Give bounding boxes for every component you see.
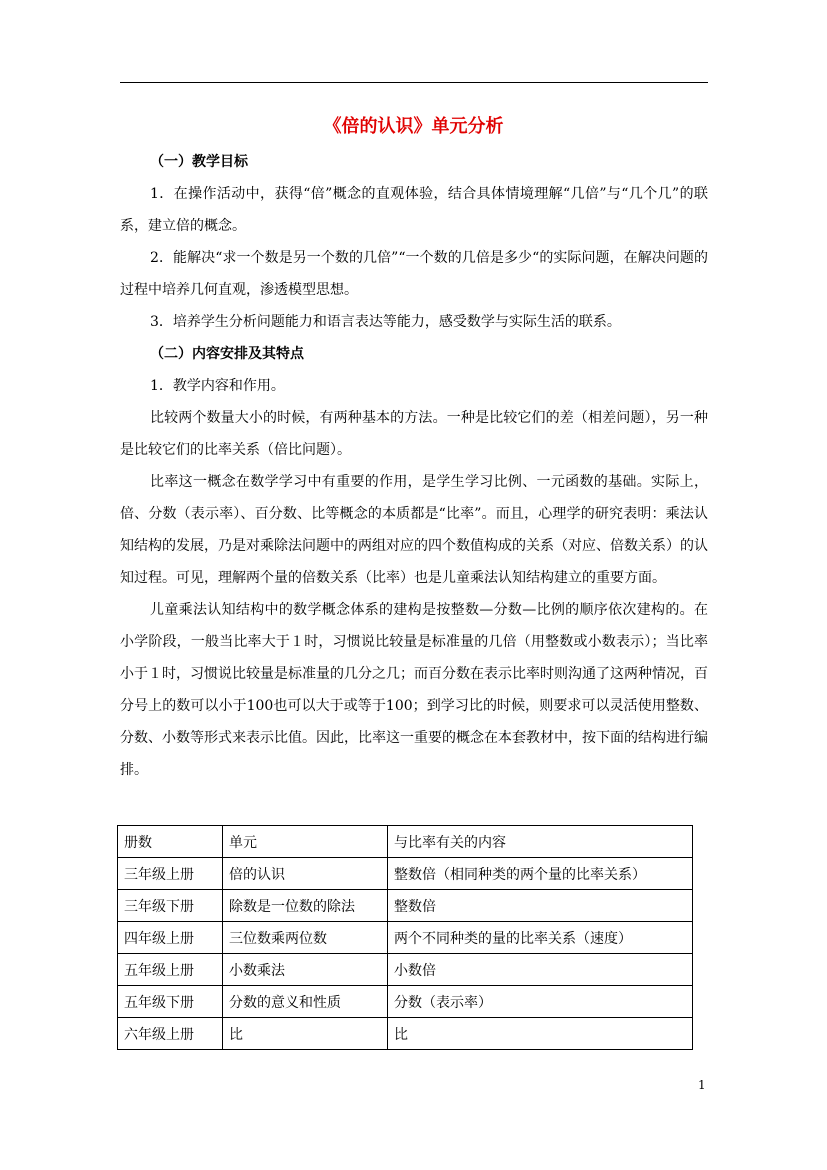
table-cell: 小数乘法 [223, 954, 388, 986]
page-number: 1 [698, 1078, 706, 1092]
table-row [118, 890, 693, 922]
table-cell: 四年级上册 [118, 922, 223, 954]
table-cell: 三年级上册 [118, 858, 223, 890]
paragraph-3: 儿童乘法认知结构中的数学概念体系的建构是按整数—分数—比例的顺序依次建构的。在小学阶段，一般当比率大于１时，习惯说比较量是标准量的几倍（用整数或小数表示）；当比率小于１时，习惯说比较量是标准量的几分之几；而百分数在表示比率时则沟通了这两种情况，百分号上的数可以小于100也可以大于或等于100；到学习比的时候，则要求可以灵活使用整数、分数、小数等形式来表示比值。因此，比率这一重要的概念在本套教材中，按下面的结构进行编排。 [120, 602, 708, 778]
header-cell: 与比率有关的内容 [388, 826, 693, 858]
table-cell: 比 [388, 1018, 693, 1050]
table-cell: 五年级下册 [118, 986, 223, 1018]
table-cell: 整数倍（相同种类的两个量的比率关系） [388, 858, 693, 890]
paragraph-1: 比较两个数量大小的时候，有两种基本的方法。一种是比较它们的差（相差问题），另一种是比较它们的比率关系（倍比问题）。 [120, 410, 708, 458]
document-body [120, 146, 708, 786]
table-cell: 分数的意义和性质 [223, 986, 388, 1018]
table-cell: 比 [223, 1018, 388, 1050]
header-cell: 册数 [118, 826, 223, 858]
table-row [118, 986, 693, 1018]
goal-item-1: 1．在操作活动中，获得“倍”概念的直观体验，结合具体情境理解“几倍”与“几个几”的联系，建立倍的概念。 [120, 186, 708, 234]
curriculum-table [117, 825, 693, 1050]
table-cell: 除数是一位数的除法 [223, 890, 388, 922]
table-row [118, 1018, 693, 1050]
page-title: 《倍的认识》单元分析 [323, 116, 504, 137]
goal-item-3: 3．培养学生分析问题能力和语言表达等能力，感受数学与实际生活的联系。 [150, 314, 621, 330]
goal-item-2: 2．能解决“求一个数是另一个数的几倍”“一个数的几倍是多少“的实际问题，在解决问题的过程中培养几何直观，渗透模型思想。 [120, 250, 708, 298]
table-cell: 分数（表示率） [388, 986, 693, 1018]
table-cell: 两个不同种类的量的比率关系（速度） [388, 922, 693, 954]
table-row [118, 858, 693, 890]
table-cell: 六年级上册 [118, 1018, 223, 1050]
table-cell: 倍的认识 [223, 858, 388, 890]
header-cell: 单元 [223, 826, 388, 858]
table-cell: 三位数乘两位数 [223, 922, 388, 954]
table-cell: 三年级下册 [118, 890, 223, 922]
section2-heading: （二）内容安排及其特点 [150, 346, 304, 362]
table-cell: 整数倍 [388, 890, 693, 922]
header-rule [120, 82, 708, 83]
table-row [118, 954, 693, 986]
paragraph-2: 比率这一概念在数学学习中有重要的作用，是学生学习比例、一元函数的基础。实际上，倍、分数（表示率）、百分数、比等概念的本质都是“比率”。而且，心理学的研究表明：乘法认知结构的发展，乃是对乘除法问题中的两组对应的四个数值构成的关系（对应、倍数关系）的认知过程。可见，理解两个量的倍数关系（比率）也是儿童乘法认知结构建立的重要方面。 [120, 474, 708, 586]
table-cell: 五年级上册 [118, 954, 223, 986]
table-row [118, 922, 693, 954]
table-cell: 小数倍 [388, 954, 693, 986]
section1-heading: （一）教学目标 [150, 154, 248, 170]
subheading-1: 1．教学内容和作用。 [150, 378, 285, 394]
table-header-row [118, 826, 693, 858]
